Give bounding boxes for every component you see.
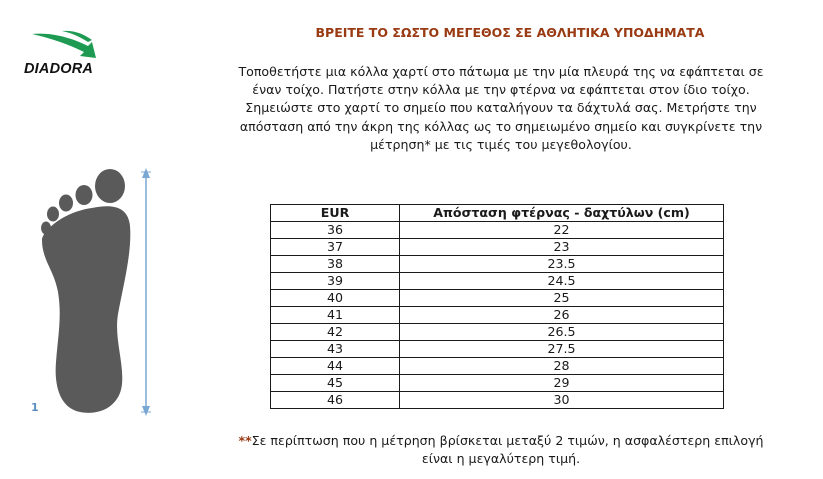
distance-cell: 24.5 bbox=[400, 273, 724, 290]
diadora-logo bbox=[22, 28, 132, 80]
eur-size-cell: 36 bbox=[271, 222, 400, 239]
foot-icon bbox=[28, 166, 163, 420]
instructions-text bbox=[195, 63, 807, 154]
table-row bbox=[271, 256, 724, 273]
eur-size-cell: 41 bbox=[271, 307, 400, 324]
distance-cell: 27.5 bbox=[400, 341, 724, 358]
distance-cell: 22 bbox=[400, 222, 724, 239]
instructions-line: Σημειώστε στο χαρτί το σημείο που καταλήγουν τα δάχτυλά σας. Μετρήστε την bbox=[245, 100, 757, 116]
eur-size-cell: 38 bbox=[271, 256, 400, 273]
header-eur: EUR bbox=[271, 205, 400, 222]
instructions-line: απόσταση από την άκρη της κόλλας ως το σημειωμένο σημείο και συγκρίνετε την bbox=[239, 118, 763, 134]
distance-cell: 30 bbox=[400, 392, 724, 409]
distance-cell: 28 bbox=[400, 358, 724, 375]
distance-cell: 26.5 bbox=[400, 324, 724, 341]
instructions-line: Τοποθετήστε μια κόλλα χαρτί στο πάτωμα με την μία πλευρά της να εφάπτεται σε bbox=[238, 64, 764, 79]
instructions-line: μέτρηση* με τις τιμές του μεγεθολογίου. bbox=[370, 136, 632, 152]
distance-cell: 25 bbox=[400, 290, 724, 307]
eur-size-cell: 40 bbox=[271, 290, 400, 307]
table-row bbox=[271, 222, 724, 239]
table-row bbox=[271, 324, 724, 341]
scale-label: 1 bbox=[31, 401, 39, 414]
eur-size-cell: 44 bbox=[271, 358, 400, 375]
instructions-line: έναν τοίχο. Πατήστε στην κόλλα με την φτέρνα να εφάπτεται στον ίδιο τοίχο. bbox=[252, 82, 750, 98]
diadora-swoosh-icon bbox=[22, 28, 132, 62]
eur-size-cell: 37 bbox=[271, 239, 400, 256]
footnote bbox=[195, 432, 807, 468]
table-row bbox=[271, 375, 724, 392]
table-header-row bbox=[271, 205, 724, 222]
distance-cell: 29 bbox=[400, 375, 724, 392]
table-row bbox=[271, 307, 724, 324]
distance-cell: 23.5 bbox=[400, 256, 724, 273]
distance-cell: 23 bbox=[400, 239, 724, 256]
footnote-line bbox=[195, 432, 807, 450]
footnote-line: είναι η μεγαλύτερη τιμή. bbox=[421, 451, 581, 467]
eur-size-cell: 42 bbox=[271, 324, 400, 341]
table-row bbox=[271, 341, 724, 358]
brand-name: DIADORA bbox=[24, 61, 94, 77]
size-chart-table bbox=[270, 204, 724, 409]
table-row bbox=[271, 358, 724, 375]
eur-size-cell: 43 bbox=[271, 341, 400, 358]
eur-size-cell: 45 bbox=[271, 375, 400, 392]
eur-size-cell: 39 bbox=[271, 273, 400, 290]
header-distance: Απόσταση φτέρνας - δαχτύλων (cm) bbox=[400, 205, 724, 222]
foot-illustration bbox=[28, 166, 163, 420]
eur-size-cell: 46 bbox=[271, 392, 400, 409]
distance-cell: 26 bbox=[400, 307, 724, 324]
footnote-stars: ** bbox=[238, 433, 252, 448]
page-title: ΒΡΕΙΤΕ ΤΟ ΣΩΣΤΟ ΜΕΓΕΘΟΣ ΣΕ ΑΘΛΗΤΙΚΑ ΥΠΟΔΗΜΑΤΑ bbox=[315, 25, 705, 40]
footnote-text: Σε περίπτωση που η μέτρηση βρίσκεται μεταξύ 2 τιμών, η ασφαλέστερη επιλογή bbox=[251, 433, 764, 448]
table-row bbox=[271, 290, 724, 307]
table-row bbox=[271, 239, 724, 256]
table-row bbox=[271, 392, 724, 409]
table-row bbox=[271, 273, 724, 290]
